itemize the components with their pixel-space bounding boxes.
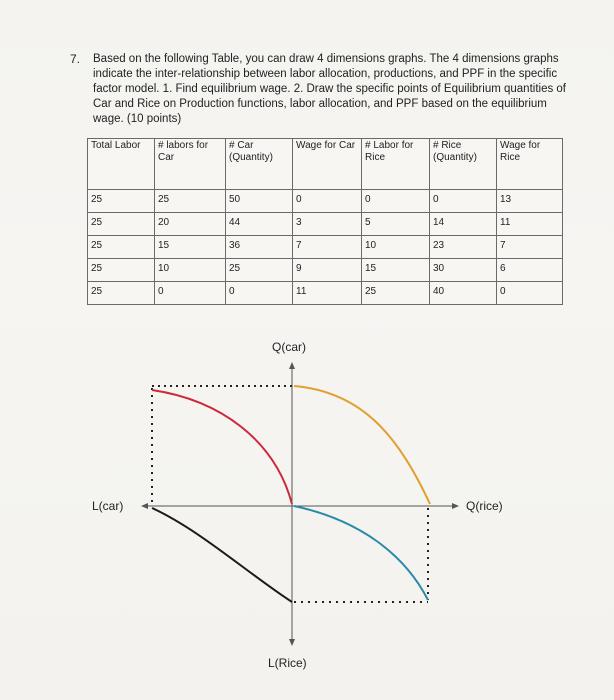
label-l-rice: L(Rice)	[268, 656, 307, 670]
header-rice-quantity: # Rice (Quantity)	[430, 139, 497, 190]
table-cell: 36	[226, 236, 293, 259]
rice-production-curve	[294, 506, 428, 600]
arrow-right-icon	[452, 503, 459, 509]
question-text: Based on the following Table, you can draw 4 dimensions graphs. The 4 dimensions graphs indicate the inter-relationship between labor allocation, productions, and PPF in the specific factor model. 1. Find equilibrium wage. 2. Draw the specific points of Equilibrium quantities of Car and Rice on Production functions, labor allocation, and PPF based on the equilibrium wage. (10 points)	[93, 53, 567, 125]
arrow-down-icon	[289, 639, 295, 646]
table-cell: 9	[293, 259, 362, 282]
table-cell: 23	[430, 236, 497, 259]
table-cell: 25	[155, 190, 226, 213]
labor-allocation-line	[152, 508, 292, 602]
table-cell: 14	[430, 213, 497, 236]
table-cell: 25	[226, 259, 293, 282]
table-cell: 0	[362, 190, 430, 213]
header-labors-car: # labors for Car	[155, 139, 226, 190]
header-car-quantity: # Car (Quantity)	[226, 139, 293, 190]
question-number: 7.	[70, 52, 81, 66]
table-cell: 44	[226, 213, 293, 236]
label-q-car: Q(car)	[272, 340, 306, 354]
table-cell: 25	[362, 282, 430, 305]
label-l-car: L(car)	[92, 499, 124, 513]
table-cell: 13	[497, 190, 563, 213]
header-labor-rice: # Labor for Rice	[362, 139, 430, 190]
table-cell: 0	[293, 190, 362, 213]
table-cell: 30	[430, 259, 497, 282]
table-cell: 11	[293, 282, 362, 305]
table-cell: 20	[155, 213, 226, 236]
header-wage-car: Wage for Car	[293, 139, 362, 190]
table-cell: 25	[88, 259, 155, 282]
table-cell: 7	[497, 236, 563, 259]
table-cell: 10	[155, 259, 226, 282]
table-cell: 3	[293, 213, 362, 236]
label-q-rice: Q(rice)	[466, 499, 503, 513]
table-cell: 15	[155, 236, 226, 259]
table-cell: 25	[88, 190, 155, 213]
table-cell: 25	[88, 282, 155, 305]
table-cell: 0	[155, 282, 226, 305]
ppf-curve	[294, 386, 430, 504]
table-cell: 0	[497, 282, 563, 305]
table-cell: 11	[497, 213, 563, 236]
table-cell: 0	[430, 190, 497, 213]
header-wage-rice: Wage for Rice	[497, 139, 563, 190]
table-cell: 50	[226, 190, 293, 213]
table-cell: 40	[430, 282, 497, 305]
header-total-labor: Total Labor	[88, 139, 155, 190]
arrow-left-icon	[141, 503, 148, 509]
table-cell: 10	[362, 236, 430, 259]
car-production-curve	[152, 390, 292, 504]
table-cell: 0	[226, 282, 293, 305]
arrow-up-icon	[289, 362, 295, 369]
table-cell: 5	[362, 213, 430, 236]
table-cell: 6	[497, 259, 563, 282]
table-cell: 7	[293, 236, 362, 259]
table-cell: 25	[88, 236, 155, 259]
table-cell: 15	[362, 259, 430, 282]
table-cell: 25	[88, 213, 155, 236]
